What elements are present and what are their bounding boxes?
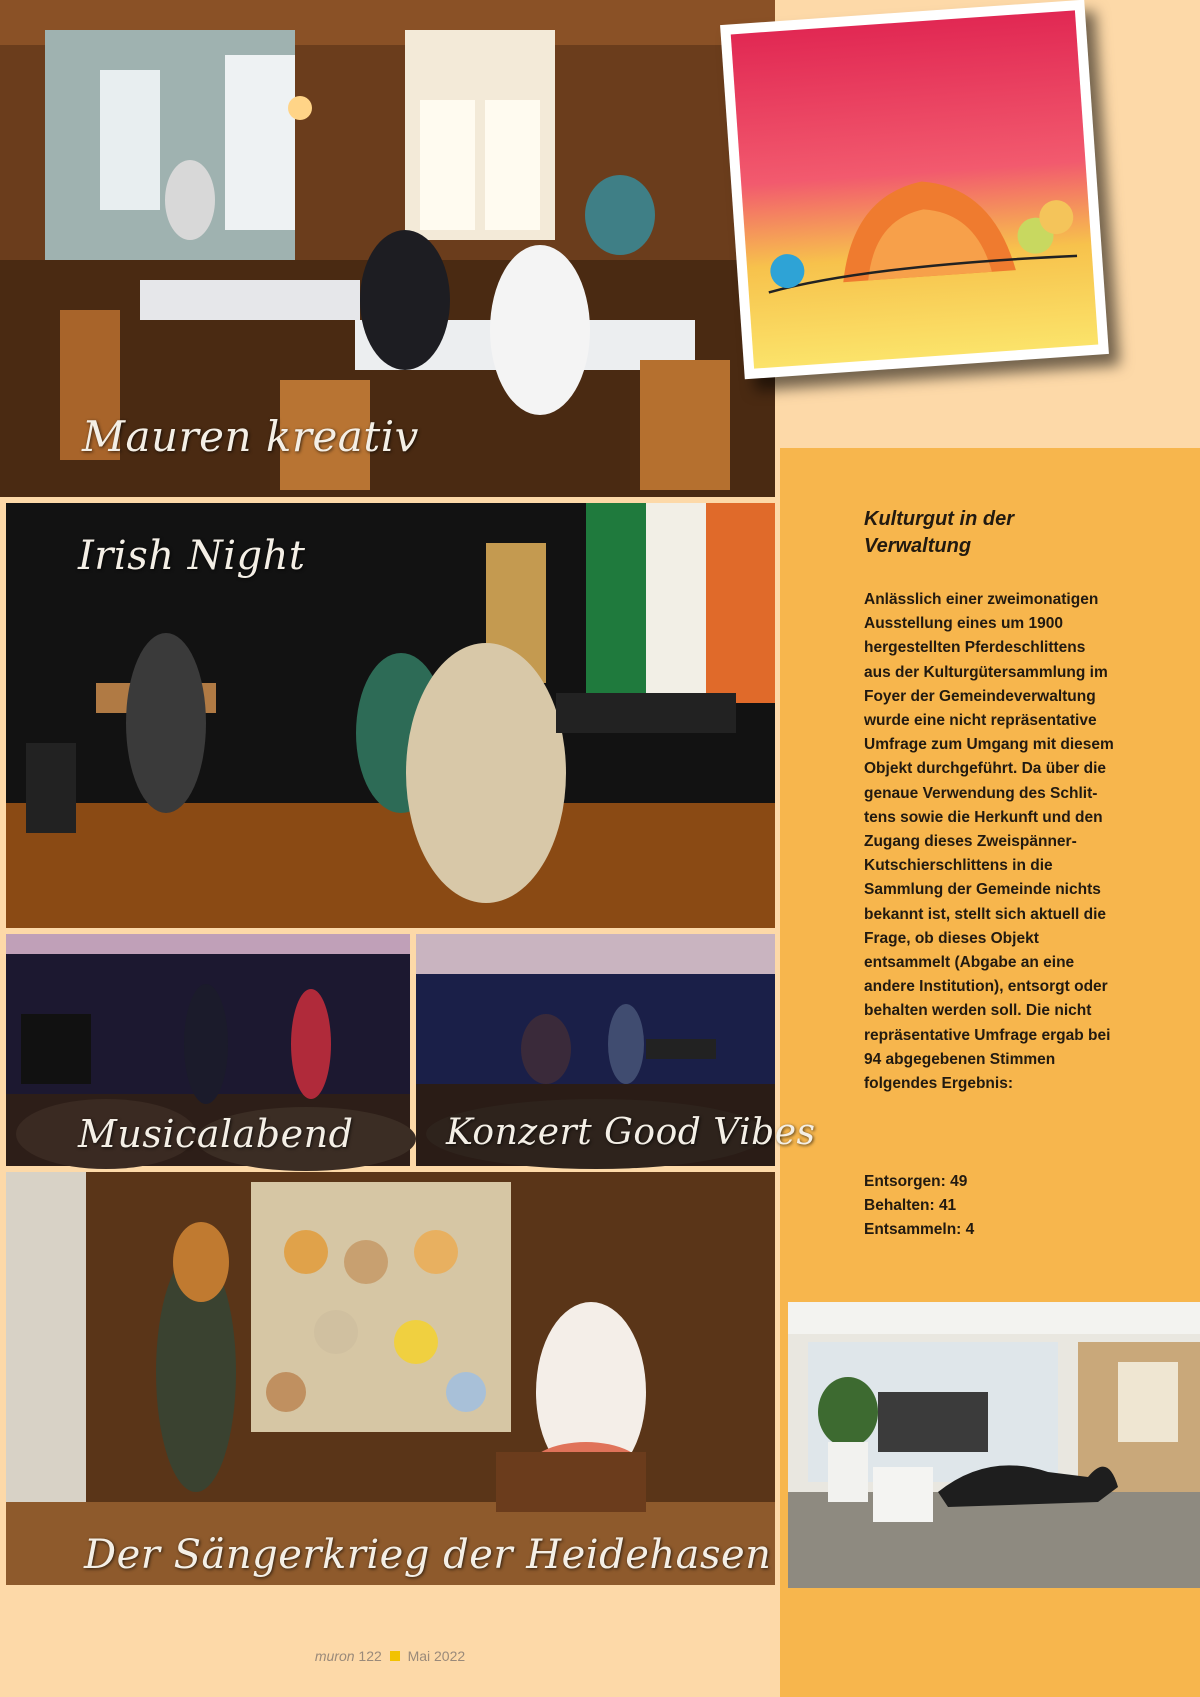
result-entsammeln xyxy=(864,1218,1114,1242)
photo-painting-sunset xyxy=(720,0,1109,379)
photo-foyer-schlitten-image xyxy=(788,1302,1200,1588)
result-value: 4 xyxy=(965,1221,975,1239)
photo-foyer-schlitten xyxy=(788,1302,1200,1588)
footer-date: Mai 2022 xyxy=(407,1648,466,1664)
result-entsorgen xyxy=(864,1170,1114,1194)
caption-mauren-kreativ: Mauren kreativ xyxy=(82,412,419,461)
caption-saengerkrieg: Der Sängerkrieg der Heidehasen xyxy=(84,1532,772,1578)
result-value: 49 xyxy=(950,1173,968,1190)
photo-mauren-kreativ xyxy=(0,0,775,497)
photo-saengerkrieg xyxy=(6,1172,775,1585)
photo-saengerkrieg-image xyxy=(6,1172,775,1585)
painting-image xyxy=(731,10,1099,368)
result-label: Entsorgen: xyxy=(864,1173,946,1190)
photo-musicalabend xyxy=(6,934,410,1166)
result-label: Entsammeln: xyxy=(864,1221,962,1239)
sidebar-body: Anlässlich einer zweimonatigen Ausstellung eines um 1900 hergestellten Pferdeschlittens aus der Kulturgütersammlung im Foyer der Gemeindeverwaltung wurde eine nicht repräsentative Umfrage zum Umgang mit diesem Objekt durchgeführt. Da über die genaue Verwendung des Schlittens sowie die Herkunft und den Zugang dieses Zweispänner-Kutschierschlittens in die Sammlung der Gemeinde nichts bekannt ist, stellt sich aktuell die Frage, ob dieses Objekt entsammelt (Abgabe an eine andere Institution), entsorgt oder behalten werden soll. Die nicht repräsentative Umfrage ergab bei 94 abgegebenen Stimmen folgendes Ergebnis: xyxy=(864,591,1114,1093)
caption-irish-night: Irish Night xyxy=(78,533,306,579)
result-behalten xyxy=(864,1194,1114,1218)
footer-magazine: muron xyxy=(314,1648,355,1664)
caption-musicalabend: Musicalabend xyxy=(78,1112,354,1156)
result-label: Behalten: xyxy=(864,1197,935,1215)
result-value: 41 xyxy=(938,1197,957,1215)
sidebar-title: Kulturgut in der Verwaltung xyxy=(864,508,1014,557)
photo-irish-night xyxy=(6,503,775,928)
footer-square-icon xyxy=(390,1651,400,1661)
survey-results xyxy=(864,1170,1114,1243)
page-footer xyxy=(0,1648,780,1664)
footer-issue: 122 xyxy=(358,1648,382,1664)
caption-konzert-good-vibes: Konzert Good Vibes xyxy=(446,1112,816,1153)
photo-konzert-good-vibes xyxy=(416,934,816,1166)
